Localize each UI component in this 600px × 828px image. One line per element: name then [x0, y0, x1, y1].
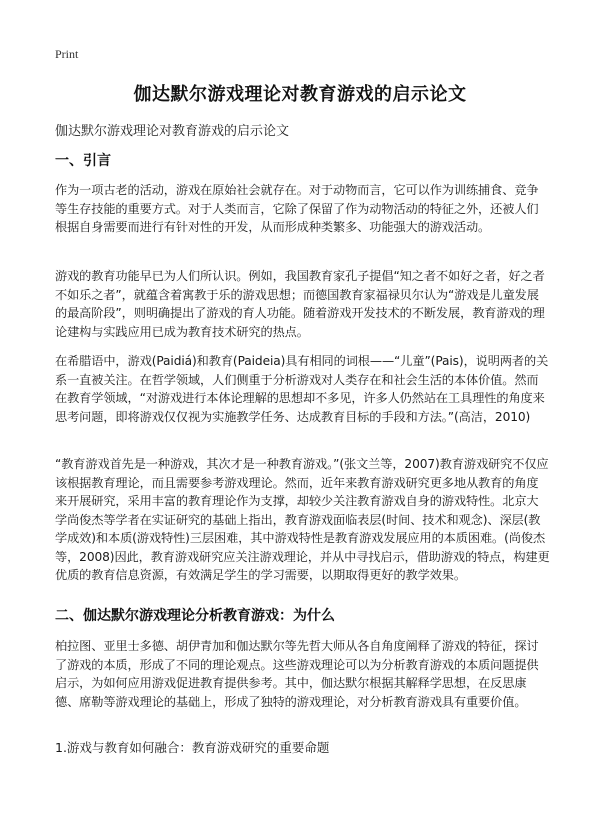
page-title: 伽达默尔游戏理论对教育游戏的启示论文 — [133, 84, 467, 105]
paragraph-3: 在希腊语中，游戏(Paidiá)和教育(Paideia)具有相同的词根——“儿童”(Pais)，说明两者的关系一直被关注。在哲学领域，人们侧重于分析游戏对人类存在和社会生活的本体价值。然而在教育学领域，“对游戏进行本体论理解的思想却不多见，许多人仍然站在工具理性的角度来思考问题，即将游戏仅仅视为实施教学任务、达成教育目标的手段和方法。”(高洁，2010) — [55, 354, 549, 424]
document-subtitle: 伽达默尔游戏理论对教育游戏的启示论文 — [55, 124, 290, 139]
section-heading-analysis: 二、伽达默尔游戏理论分析教育游戏：为什么 — [55, 608, 335, 624]
paragraph-2: 游戏的教育功能早已为人们所认识。例如，我国教育家孔子提倡“知之者不如好之者，好之者不如乐之者”，就蕴含着寓教于乐的游戏思想；而德国教育家福禄贝尔认为“游戏是儿童发展的最高阶段”，则明确提出了游戏的育人功能。随着游戏开发技术的不断发展，教育游戏的理论建构与实践应用已成为教育技术研究的热点。 — [55, 269, 545, 339]
section-heading-introduction: 一、引言 — [55, 153, 111, 169]
paragraph-1: 作为一项古老的活动，游戏在原始社会就存在。对于动物而言，它可以作为训练捕食、竞争等生存技能的重要方式。对于人类而言，它除了保留了作为动物活动的特征之外，还被人们根据自身需要而进行有针对性的开发，从而形成种类繁多、功能强大的游戏活动。 — [55, 183, 539, 234]
subsection-heading: 1.游戏与教育如何融合：教育游戏研究的重要命题 — [55, 740, 330, 755]
paragraph-5: 柏拉图、亚里士多德、胡伊青加和伽达默尔等先哲大师从各自角度阐释了游戏的特征，探讨了游戏的本质，形成了不同的理论观点。这些游戏理论可以为分析教育游戏的本质问题提供启示，为如何应用游戏促进教育提供参考。其中，伽达默尔根据其解释学思想，在反思康德、席勒等游戏理论的基础上，形成了独特的游戏理论，对分析教育游戏具有重要价值。 — [55, 639, 539, 709]
print-link[interactable]: Print — [55, 47, 79, 61]
paragraph-4: “教育游戏首先是一种游戏，其次才是一种教育游戏。”(张文兰等，2007)教育游戏研究不仅应该根据教育理论，而且需要参考游戏理论。然而，近年来教育游戏研究更多地从教育的角度来开展研究，采用丰富的教育理论作为支撑，却较少关注教育游戏自身的游戏特性。北京大学尚俊杰等学者在实证研究的基础上指出，教育游戏面临表层(时间、技术和观念)、深层(教学成效)和本质(游戏特性)三层困难，其中游戏特性是教育游戏发展应用的本质困难。(尚俊杰等，2008)因此，教育游戏研究应关注游戏理论，并从中寻找启示，借助游戏的特点，构建更优质的教育信息资源，有效满足学生的学习需要，以期取得更好的教学效果。 — [55, 457, 550, 582]
